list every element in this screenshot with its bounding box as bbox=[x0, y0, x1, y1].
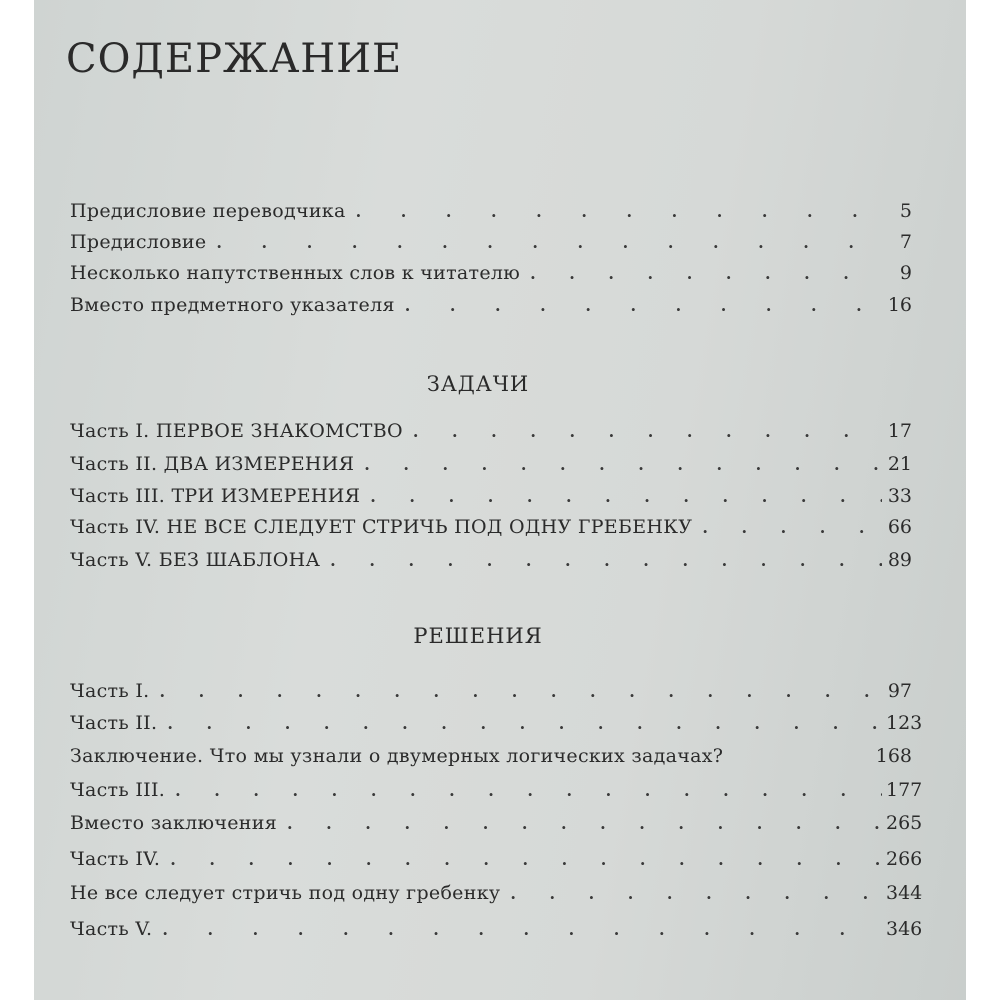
book-page bbox=[34, 0, 966, 1000]
toc-entry-label: Часть V. БЕЗ ШАБЛОНА bbox=[70, 549, 321, 571]
toc-entry-label: Несколько напутственных слов к читателю bbox=[70, 262, 521, 284]
toc-entry bbox=[70, 294, 912, 324]
toc-entry-label: Заключение. Что мы узнали о двумерных логических задачах? bbox=[70, 745, 724, 767]
toc-entry-label: Часть IV. НЕ ВСЕ СЛЕДУЕТ СТРИЧЬ ПОД ОДНУ ГРЕБЕНКУ bbox=[70, 516, 693, 538]
page-title: СОДЕРЖАНИЕ bbox=[66, 36, 403, 82]
dot-leader bbox=[206, 233, 882, 252]
toc-entry-label: Часть II. ДВА ИЗМЕРЕНИЯ bbox=[70, 453, 355, 475]
dot-leader bbox=[395, 296, 882, 315]
dot-leader bbox=[360, 487, 882, 506]
toc-entry-page: 33 bbox=[887, 485, 912, 507]
toc-entry bbox=[70, 262, 912, 292]
dot-leader bbox=[403, 422, 882, 441]
toc-entry-label: Не все следует стричь под одну гребенку bbox=[70, 882, 501, 904]
dot-leader bbox=[346, 202, 882, 221]
toc-entry bbox=[70, 200, 912, 230]
toc-entry-page: 9 bbox=[899, 262, 912, 284]
toc-entry-page: 21 bbox=[887, 453, 912, 475]
toc-entry-label: Часть IV. bbox=[70, 848, 161, 870]
toc-entry-label: Предисловие переводчика bbox=[70, 200, 346, 222]
dot-leader bbox=[277, 814, 882, 833]
section-heading-solutions: РЕШЕНИЯ bbox=[413, 624, 543, 648]
toc-entry-page: 123 bbox=[886, 712, 923, 734]
toc-entry-label: Вместо предметного указателя bbox=[70, 294, 395, 316]
toc-entry-label: Часть I. bbox=[70, 680, 150, 702]
dot-leader bbox=[320, 551, 882, 570]
toc-entry-page: 16 bbox=[887, 294, 912, 316]
toc-entry bbox=[70, 712, 923, 742]
toc-entry-page: 97 bbox=[887, 680, 912, 702]
dot-leader bbox=[500, 884, 882, 903]
toc-entry-page: 66 bbox=[887, 516, 912, 538]
dot-leader bbox=[354, 455, 882, 474]
toc-entry bbox=[70, 745, 912, 775]
toc-entry-page: 265 bbox=[886, 812, 923, 834]
dot-leader bbox=[157, 714, 882, 733]
toc-entry-label: Предисловие bbox=[70, 231, 207, 253]
toc-entry bbox=[70, 485, 912, 515]
toc-entry bbox=[70, 812, 923, 842]
dot-leader bbox=[150, 682, 883, 701]
toc-entry-page: 346 bbox=[886, 918, 923, 940]
toc-entry-page: 344 bbox=[886, 882, 923, 904]
toc-entry-page: 7 bbox=[899, 231, 912, 253]
toc-entry bbox=[70, 516, 912, 546]
toc-entry-label: Часть I. ПЕРВОЕ ЗНАКОМСТВО bbox=[70, 420, 403, 442]
toc-entry-page: 177 bbox=[886, 779, 923, 801]
dot-leader bbox=[152, 920, 882, 939]
toc-entry bbox=[70, 848, 923, 878]
section-heading-tasks: ЗАДАЧИ bbox=[426, 372, 530, 396]
toc-entry-label: Часть III. ТРИ ИЗМЕРЕНИЯ bbox=[70, 485, 361, 507]
dot-leader bbox=[165, 781, 882, 800]
toc-entry bbox=[70, 549, 912, 579]
toc-entry-page: 17 bbox=[887, 420, 912, 442]
toc-entry-label: Часть III. bbox=[70, 779, 166, 801]
toc-entry-label: Часть V. bbox=[70, 918, 153, 940]
toc-entry bbox=[70, 420, 912, 450]
toc-entry-page: 5 bbox=[899, 200, 912, 222]
toc-entry bbox=[70, 453, 912, 483]
toc-entry bbox=[70, 779, 923, 809]
dot-leader bbox=[160, 850, 882, 869]
toc-entry bbox=[70, 680, 912, 710]
toc-entry-page: 266 bbox=[886, 848, 923, 870]
toc-entry bbox=[70, 918, 923, 948]
dot-leader bbox=[692, 518, 882, 537]
toc-entry-page: 89 bbox=[887, 549, 912, 571]
toc-entry-label: Часть II. bbox=[70, 712, 158, 734]
toc-entry bbox=[70, 882, 923, 912]
toc-entry-label: Вместо заключения bbox=[70, 812, 278, 834]
dot-leader bbox=[520, 264, 882, 283]
toc-entry-page: 168 bbox=[875, 745, 912, 767]
toc-entry bbox=[70, 231, 912, 261]
